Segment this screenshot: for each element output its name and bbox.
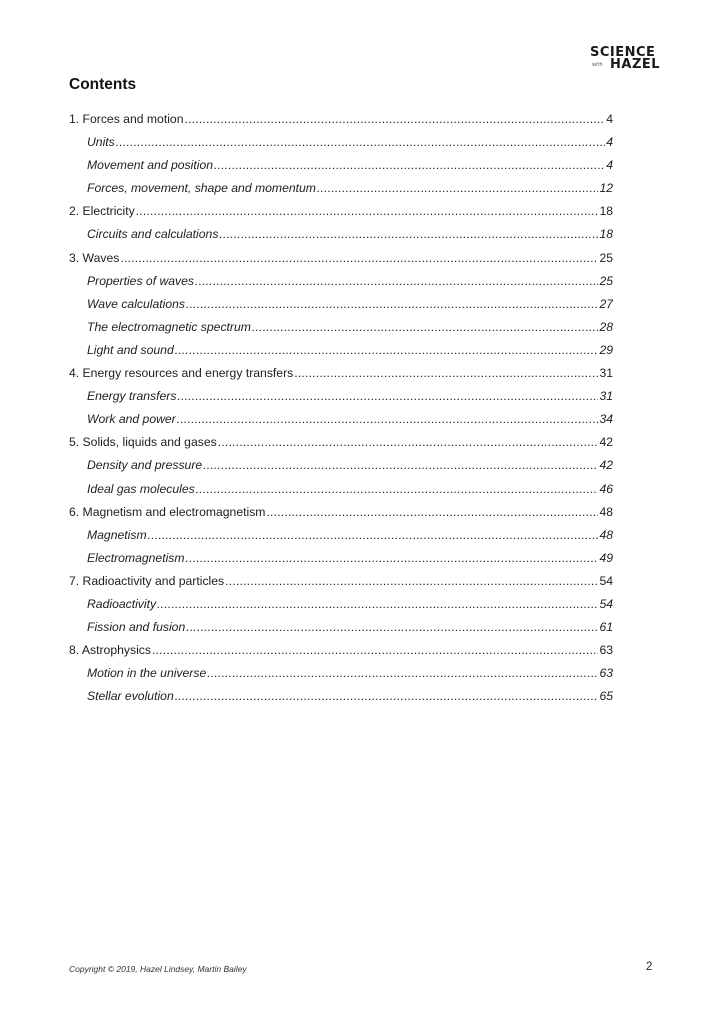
toc-entry-title: Forces, movement, shape and momentum <box>87 181 316 196</box>
toc-leader-dots <box>317 181 598 195</box>
toc-entry-title: 1. Forces and motion <box>69 112 184 126</box>
toc-entry-title: Magnetism <box>87 527 147 542</box>
toc-entry-page: 48 <box>599 504 613 519</box>
toc-entry[interactable] <box>69 528 613 551</box>
toc-entry[interactable] <box>69 320 613 343</box>
toc-entry-page: 25 <box>599 273 613 288</box>
toc-entry[interactable] <box>69 482 613 505</box>
toc-entry-page: 65 <box>599 689 613 704</box>
logo-text-with: with <box>592 62 603 68</box>
toc-entry-title: Stellar evolution <box>87 689 174 704</box>
toc-entry-page: 63 <box>599 643 613 658</box>
toc-entry-page: 12 <box>599 181 613 196</box>
toc-entry[interactable] <box>69 643 613 666</box>
toc-leader-dots <box>175 689 599 703</box>
toc-entry-title: Work and power <box>87 412 176 427</box>
toc-entry[interactable] <box>69 366 613 389</box>
toc-entry-title: Motion in the universe <box>87 666 207 681</box>
toc-leader-dots <box>207 666 598 680</box>
toc-entry-page: 42 <box>599 458 613 473</box>
toc-leader-dots <box>186 551 599 565</box>
toc-entry-title: 6. Magnetism and electromagnetism <box>69 504 266 519</box>
toc-entry-title: The electromagnetic spectrum <box>87 319 251 334</box>
toc-entry[interactable] <box>69 551 613 574</box>
toc-leader-dots <box>225 574 598 588</box>
toc-entry-page: 4 <box>606 158 613 173</box>
toc-leader-dots <box>120 251 598 265</box>
toc-leader-dots <box>177 389 598 403</box>
toc-entry-title: 2. Electricity <box>69 204 135 219</box>
toc-leader-dots <box>218 435 599 449</box>
toc-entry-page: 54 <box>599 596 613 611</box>
toc-entry[interactable] <box>69 297 613 320</box>
toc-leader-dots <box>252 320 599 334</box>
toc-entry-page: 34 <box>599 412 613 427</box>
table-of-contents <box>69 112 613 712</box>
toc-entry-title: Fission and fusion <box>87 620 186 635</box>
toc-leader-dots <box>116 135 605 149</box>
toc-entry[interactable] <box>69 620 613 643</box>
toc-entry-page: 18 <box>599 204 613 219</box>
logo-text-science: SCIENCE <box>590 45 656 60</box>
toc-entry-title: 5. Solids, liquids and gases <box>69 435 217 450</box>
toc-entry[interactable] <box>69 181 613 204</box>
toc-leader-dots <box>214 158 605 172</box>
toc-entry[interactable] <box>69 343 613 366</box>
toc-entry-title: Circuits and calculations <box>87 227 219 242</box>
toc-leader-dots <box>152 643 598 657</box>
toc-entry-page: 31 <box>599 366 613 381</box>
toc-entry[interactable] <box>69 112 613 135</box>
toc-leader-dots <box>219 227 598 241</box>
toc-leader-dots <box>196 482 599 496</box>
toc-entry-title: 4. Energy resources and energy transfers <box>69 366 294 381</box>
toc-entry[interactable] <box>69 597 613 620</box>
toc-entry-page: 25 <box>599 250 613 265</box>
toc-entry-page: 48 <box>599 527 613 542</box>
toc-entry-page: 18 <box>599 227 613 242</box>
toc-entry[interactable] <box>69 412 613 435</box>
toc-entry[interactable] <box>69 666 613 689</box>
toc-entry-page: 46 <box>599 481 613 496</box>
toc-leader-dots <box>157 597 598 611</box>
toc-entry-title: 3. Waves <box>69 250 120 265</box>
toc-entry-title: Light and sound <box>87 342 174 357</box>
toc-leader-dots <box>294 366 598 380</box>
toc-entry[interactable] <box>69 389 613 412</box>
toc-entry-title: Ideal gas molecules <box>87 481 195 496</box>
toc-entry[interactable] <box>69 227 613 250</box>
toc-entry-title: 7. Radioactivity and particles <box>69 573 225 588</box>
toc-entry[interactable] <box>69 458 613 481</box>
toc-entry-page: 42 <box>599 435 613 450</box>
toc-entry[interactable] <box>69 158 613 181</box>
science-with-hazel-logo <box>588 44 661 72</box>
toc-entry-page: 54 <box>599 573 613 588</box>
toc-entry-title: Density and pressure <box>87 458 203 473</box>
page-number: 2 <box>646 961 653 973</box>
toc-entry-page: 49 <box>599 550 613 565</box>
toc-entry[interactable] <box>69 689 613 712</box>
toc-leader-dots <box>148 528 599 542</box>
toc-leader-dots <box>195 274 598 288</box>
toc-entry-title: Units <box>87 135 115 150</box>
toc-entry-page: 31 <box>599 389 613 404</box>
toc-entry-title: Radioactivity <box>87 596 157 611</box>
toc-entry[interactable] <box>69 204 613 227</box>
toc-entry[interactable] <box>69 574 613 597</box>
toc-leader-dots <box>186 297 598 311</box>
toc-leader-dots <box>266 505 598 519</box>
toc-entry-title: Movement and position <box>87 158 214 173</box>
toc-entry-page: 27 <box>599 296 613 311</box>
toc-entry-page: 29 <box>599 342 613 357</box>
toc-entry-title: Energy transfers <box>87 389 177 404</box>
toc-entry-page: 28 <box>599 319 613 334</box>
toc-entry-page: 61 <box>599 620 613 635</box>
toc-entry-title: 8. Astrophysics <box>69 643 151 658</box>
toc-leader-dots <box>203 458 598 472</box>
toc-leader-dots <box>184 112 605 126</box>
page-title: Contents <box>69 76 137 93</box>
toc-entry[interactable] <box>69 435 613 458</box>
toc-entry[interactable] <box>69 135 613 158</box>
toc-leader-dots <box>136 204 599 218</box>
toc-entry[interactable] <box>69 274 613 297</box>
toc-entry-page: 63 <box>599 666 613 681</box>
toc-leader-dots <box>175 343 599 357</box>
toc-entry-page: 4 <box>606 135 613 150</box>
footer-copyright: Copyright © 2019, Hazel Lindsey, Martin Bailey <box>69 964 247 974</box>
toc-entry[interactable] <box>69 505 613 528</box>
logo-text-hazel: HAZEL <box>610 57 661 72</box>
toc-entry-page: 4 <box>606 112 613 126</box>
toc-leader-dots <box>177 412 599 426</box>
toc-entry-title: Properties of waves <box>87 273 195 288</box>
toc-entry[interactable] <box>69 251 613 274</box>
toc-entry-title: Wave calculations <box>87 296 185 311</box>
toc-leader-dots <box>186 620 598 634</box>
toc-entry-title: Electromagnetism <box>87 550 185 565</box>
